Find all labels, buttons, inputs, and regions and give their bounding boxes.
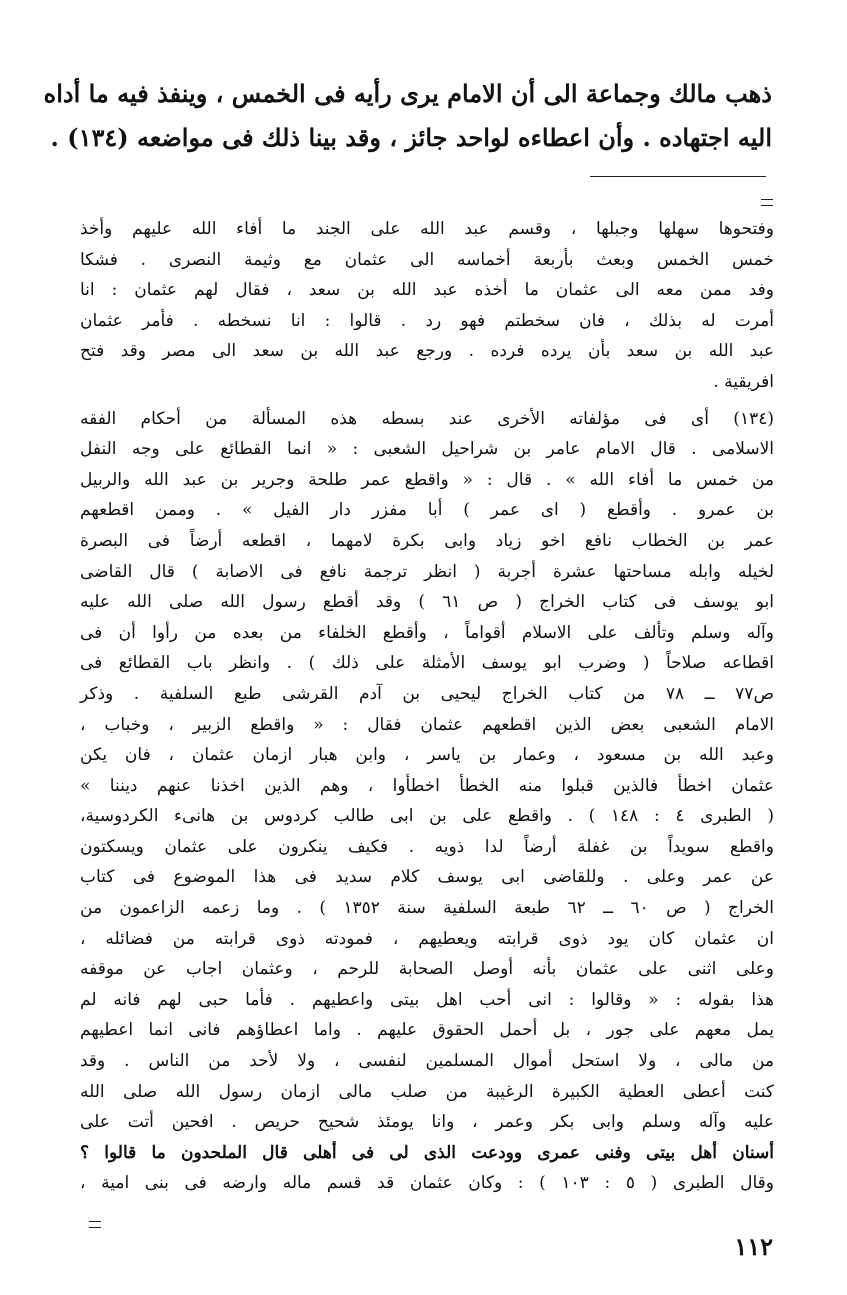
footnote-line: وفد ممن معه الى عثمان ما أخذه عبد الله بن سعد ، فقال لهم عثمان : انا bbox=[80, 280, 774, 301]
main-body-text bbox=[43, 72, 772, 160]
main-text-line: اليه اجتهاده . وأن اعطاءه لواحد جائز ، وقد بينا ذلك فى مواضعه (١٣٤) . bbox=[50, 123, 772, 152]
footnote-line: وفتحوها سهلها وجبلها ، وقسم عبد الله على الجند ما أفاء الله عليهم وأخذ bbox=[80, 219, 774, 239]
footnote-line: أمرت له بذلك ، فان سخطتم فهو رد . قالوا : انا نسخطه . فأمر عثمان bbox=[80, 310, 774, 331]
footnote-line: وعبد الله بن مسعود ، وعمار بن ياسر ، وابن هبار ازمان عثمان ، فان يكن bbox=[80, 745, 774, 766]
footnote-separator-rule bbox=[590, 176, 766, 177]
footnote-line: يمل معهم على جور ، بل أحمل الحقوق عليهم . واما اعطاؤهم فانى انما اعطيهم bbox=[80, 1020, 774, 1041]
footnote-line: من مالى ، ولا استحل أموال المسلمين لنفسى ، ولا لأحد من الناس . وقد bbox=[80, 1051, 774, 1072]
footnote-line: خمس الخمس وبعث بأربعة أخماسه الى عثمان مع وثيمة النصرى . فشكا bbox=[80, 249, 774, 270]
footnote-line: اقطاعه صلاحاً ( وضرب ابو يوسف الأمثلة على ذلك ) . وانظر باب القطائع فى bbox=[80, 653, 774, 674]
footnote-line: واقطع سويداً بن غفلة أرضاً لدا ذويه . فكيف ينكرون على عثمان ويسكتون bbox=[80, 836, 774, 857]
footnote-continuation-mark bbox=[761, 199, 773, 206]
footnote-line: الخراج ( ص ٦٠ ــ ٦٢ طبعة السلفية سنة ١٣٥٢ ) . وما زعمه الزاعمون من bbox=[80, 898, 774, 919]
footnote-line: عثمان اخطأ فالذين قبلوا منه الخطأ اخطأوا ، وهم الذين اخذنا عنهم ديننا » bbox=[80, 775, 774, 796]
footnotes-block bbox=[80, 214, 774, 1199]
footnote-line: عن عمر وعلى . وللقاضى ابى يوسف كلام سديد فى هذا الموضوع فى كتاب bbox=[80, 867, 774, 888]
footnote-line: وآله وسلم وتألف على الاسلام أقواماً ، وأقطع الخلفاء من بعده من رأوا أن فى bbox=[80, 622, 774, 643]
footnote-line: عبد الله بن سعد بأن يرده فرده . ورجع عبد الله بن سعد الى مصر وقد فتح bbox=[80, 341, 774, 362]
footnote-line: عمر بن الخطاب نافع اخو زياد وابى بكرة لامهما ، اقطعه أرضاً فى البصرة bbox=[80, 530, 774, 551]
footnote-continuation bbox=[80, 214, 774, 398]
footnote-line: وعلى اثنى على عثمان بأنه أوصل الصحابة للرحم ، وعثمان اجاب عن موقفه bbox=[80, 959, 774, 980]
footnote-line: من خمس ما أفاء الله » . قال : « واقطع عمر طلحة وجرير بن عبد الله والربيل bbox=[80, 469, 774, 490]
footnote-134 bbox=[80, 404, 774, 1199]
footnote-line: عليه وآله وسلم وابى بكر وعمر ، وانا يومئذ شحيح حريص . افحين أتت على bbox=[80, 1112, 774, 1133]
footnote-line: الامام الشعبى بعض الذين اقطعهم عثمان فقال : « واقطع الزبير ، وخباب ، bbox=[80, 714, 774, 735]
footnote-line: وقال الطبرى ( ٥ : ١٠٣ ) : وكان عثمان قد قسم ماله وارضه فى بنى امية ، bbox=[80, 1173, 774, 1194]
footnote-line: افريقية . bbox=[713, 371, 774, 392]
footnote-continues-mark bbox=[89, 1221, 101, 1228]
footnote-line: هذا بقوله : « وقالوا : انى أحب اهل بيتى واعطيهم . فأما حبى لهم فانه لم bbox=[80, 989, 774, 1010]
footnote-line: لخيله وابله مساحتها عشرة أجربة ( انظر ترجمة نافع فى الاصابة ) قال القاضى bbox=[80, 561, 774, 582]
footnote-line: ص٧٧ ــ ٧٨ من كتاب الخراج ليحيى بن آدم القرشى طبع السلفية . وذكر bbox=[80, 683, 774, 704]
main-text-line: ذهب مالك وجماعة الى أن الامام يرى رأيه فى الخمس ، وينفذ فيه ما أداه bbox=[43, 79, 772, 108]
footnote-line: (١٣٤) أى فى مؤلفاته الأخرى عند بسطه هذه المسألة من أحكام الفقه bbox=[80, 408, 774, 429]
page-number: ١١٢ bbox=[734, 1232, 773, 1261]
footnote-line: ( الطبرى ٤ : ١٤٨ ) . واقطع على بن ابى طالب كردوس بن هانىء الكردوسية، bbox=[80, 806, 774, 827]
footnote-line: أسنان أهل بيتى وفنى عمرى وودعت الذى لى فى أهلى قال الملحدون ما قالوا ؟ bbox=[80, 1142, 774, 1163]
footnote-line: الاسلامى . قال الامام عامر بن شراحيل الشعبى : « انما القطائع على وجه النفل bbox=[80, 439, 774, 460]
footnote-line: بن عمرو . وأقطع ( اى عمر ) أبا مفزر دار الفيل » . وممن اقطعهم bbox=[80, 500, 774, 521]
footnote-line: ان عثمان كان يود ذوى قرابته ويعطيهم ، فمودته ذوى قرابته من فضائله ، bbox=[80, 928, 774, 949]
footnote-line: كنت أعطى العطية الكبيرة الرغيبة من صلب مالى ازمان رسول الله صلى الله bbox=[80, 1081, 774, 1102]
footnote-line: ابو يوسف فى كتاب الخراج ( ص ٦١ ) وقد أقطع رسول الله صلى الله عليه bbox=[80, 592, 775, 613]
